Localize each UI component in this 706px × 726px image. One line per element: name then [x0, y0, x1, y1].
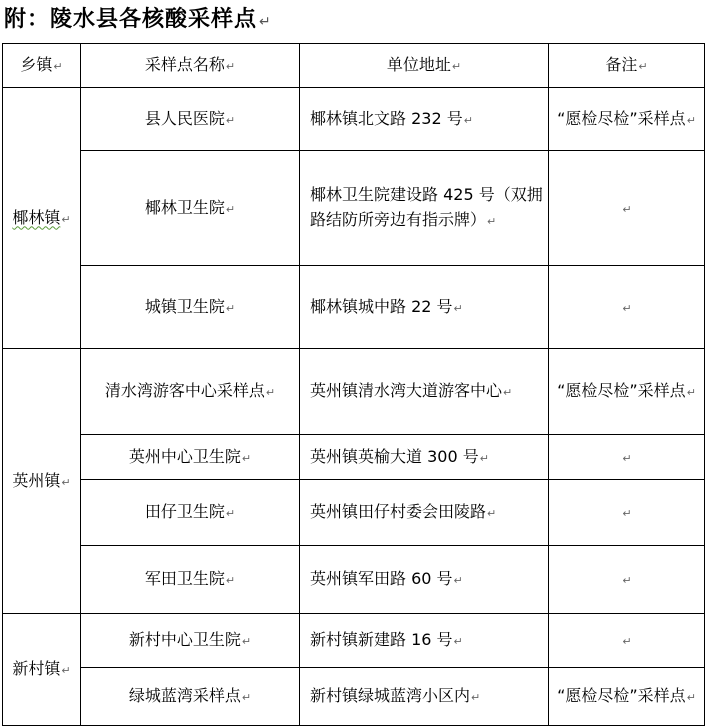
site-name-cell: 清水湾游客中心采样点↵: [81, 349, 300, 435]
table-row: [3, 480, 705, 546]
header-address: 单位地址↵: [300, 44, 549, 88]
table-row: [3, 266, 705, 349]
town-cell: 椰林镇↵: [3, 88, 81, 349]
address-cell: 新村镇新建路 16 号↵: [300, 614, 549, 668]
header-note: 备注↵: [549, 44, 705, 88]
note-cell: “愿检尽检”采样点↵: [549, 88, 705, 151]
town-cell: 新村镇↵: [3, 614, 81, 726]
note-cell: ↵: [549, 151, 705, 266]
address-cell: 新村镇绿城蓝湾小区内↵: [300, 668, 549, 726]
table-row: [3, 614, 705, 668]
site-name-cell: 新村中心卫生院↵: [81, 614, 300, 668]
town-cell: 英州镇↵: [3, 349, 81, 614]
header-site-name: 采样点名称↵: [81, 44, 300, 88]
site-name-cell: 县人民医院↵: [81, 88, 300, 151]
page-title: 附：陵水县各核酸采样点 ↵: [4, 7, 272, 32]
table-header-row: [3, 44, 705, 88]
site-name-cell: 绿城蓝湾采样点↵: [81, 668, 300, 726]
table-row: [3, 88, 705, 151]
table-row: [3, 349, 705, 435]
sampling-sites-table: [2, 43, 705, 726]
table-row: [3, 435, 705, 480]
note-cell: ↵: [549, 480, 705, 546]
address-cell: 英州镇田仔村委会田陵路↵: [300, 480, 549, 546]
site-name-cell: 军田卫生院↵: [81, 546, 300, 614]
address-cell: 英州镇军田路 60 号↵: [300, 546, 549, 614]
site-name-cell: 城镇卫生院↵: [81, 266, 300, 349]
note-cell: ↵: [549, 435, 705, 480]
site-name-cell: 椰林卫生院↵: [81, 151, 300, 266]
header-town: 乡镇↵: [3, 44, 81, 88]
address-cell: 椰林卫生院建设路 425 号（双拥路结防所旁边有指示牌）↵: [300, 151, 549, 266]
address-cell: 椰林镇城中路 22 号↵: [300, 266, 549, 349]
table-row: [3, 151, 705, 266]
address-cell: 椰林镇北文路 232 号↵: [300, 88, 549, 151]
note-cell: ↵: [549, 546, 705, 614]
note-cell: “愿检尽检”采样点↵: [549, 668, 705, 726]
site-name-cell: 田仔卫生院↵: [81, 480, 300, 546]
table-row: [3, 668, 705, 726]
address-cell: 英州镇英榆大道 300 号↵: [300, 435, 549, 480]
note-cell: “愿检尽检”采样点↵: [549, 349, 705, 435]
note-cell: ↵: [549, 614, 705, 668]
table-row: [3, 546, 705, 614]
address-cell: 英州镇清水湾大道游客中心↵: [300, 349, 549, 435]
note-cell: ↵: [549, 266, 705, 349]
site-name-cell: 英州中心卫生院↵: [81, 435, 300, 480]
